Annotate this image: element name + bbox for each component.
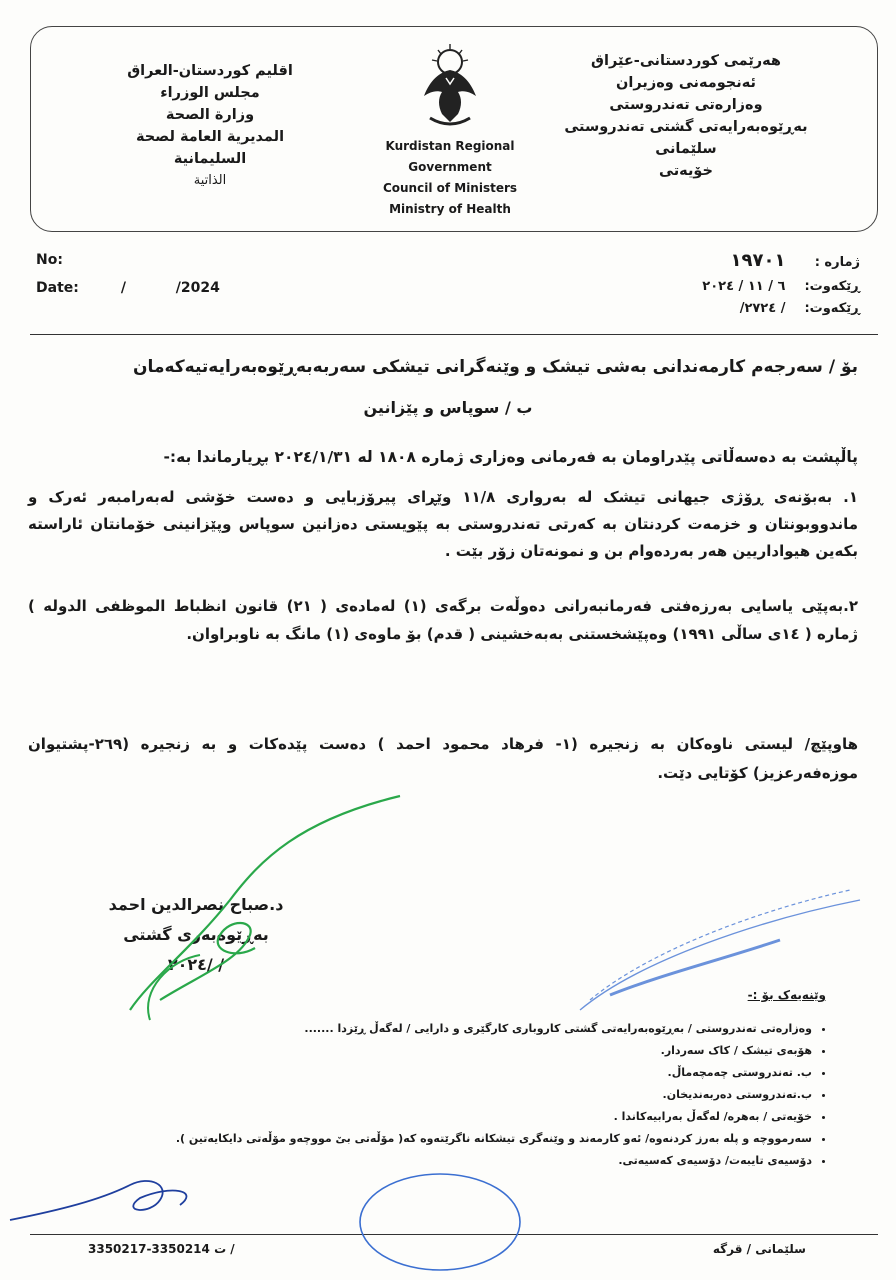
signer-title: بەڕێوەبەری گشتی	[123, 925, 269, 944]
arabic-line: المديرية العامة لصحة	[135, 129, 285, 145]
date-year: /2024	[175, 280, 220, 296]
signer-date: / /٢٠٢٤	[167, 955, 225, 974]
cc-list	[152, 1018, 830, 1172]
arabic-line: السليمانية	[173, 151, 247, 167]
list-item: • وەزارەتی تەندروستی / بەڕێوەبەرایەتی گشتی کاروباری کارگێری و دارایی / لەگەڵ ڕێزدا .......	[152, 1018, 812, 1040]
kurdish-line: وەزارەتی تەندروستی	[609, 97, 763, 113]
english-line: Government	[408, 160, 492, 174]
list-item: • ب. تەندروستی چەمچەماڵ.	[152, 1062, 812, 1084]
english-line: Kurdistan Regional	[385, 139, 515, 153]
subject-sub: ب / سوپاس و پێزانین	[363, 398, 533, 417]
list-item: • خۆیەتی / بەهرە/ لەگەڵ بەرابیەکاندا .	[152, 1106, 812, 1128]
number-label: ژمارە :	[814, 255, 860, 270]
subject-line: بۆ / سەرجەم کارمەندانی بەشی تیشک و وێنەگرانی تیشکی سەربەبەڕێوەبەرایەتیەکەمان	[133, 357, 858, 377]
date-row	[36, 274, 220, 302]
date-label: Date:	[36, 280, 79, 296]
english-letterhead	[370, 136, 530, 220]
footer-address: سلێمانی / قرگە	[712, 1242, 806, 1256]
list-item: • ب.تەندروستی دەربەندیخان.	[152, 1084, 812, 1106]
footer-divider	[30, 1234, 878, 1235]
number-value: ١٩٧٠١	[730, 250, 786, 271]
meta-english	[36, 246, 220, 302]
kurdish-line: هەرێمی کوردستانی-عێراق	[591, 53, 781, 69]
list-item: • دۆسیەی تایبەت/ دۆسیەی کەسیەتی.	[152, 1150, 812, 1172]
date-ku-value: ٦ / ١١ / ٢٠٢٤	[702, 279, 786, 294]
phone-label: ت /	[214, 1242, 235, 1256]
footer-phone	[88, 1242, 235, 1256]
arabic-line: وزارة الصحة	[165, 107, 255, 123]
english-line: Ministry of Health	[389, 202, 511, 216]
attachment-note: هاوپێچ/ لیستی ناوەکان بە زنجیرە (١- فرهاد محمود احمد ) دەست پێدەکات و بە زنجیرە (٢٦٩-پشتیوان موزەفەرعزیز) کۆتایی دێت.	[28, 735, 859, 782]
date-ku-label: ڕێکەوت:	[804, 279, 860, 294]
emblem-block	[370, 40, 530, 220]
phone-number: 3350217-3350214	[88, 1242, 210, 1256]
meta-kurdish	[620, 248, 860, 320]
kurdish-letterhead	[546, 50, 826, 182]
signature-block	[56, 890, 336, 980]
dark-blue-signature-icon	[10, 1181, 186, 1220]
arabic-line: اقليم كوردستان-العراق	[127, 63, 293, 79]
arabic-letterhead	[90, 60, 330, 192]
english-line: Council of Ministers	[382, 181, 518, 195]
signer-name: د.صباح نصرالدين احمد	[108, 895, 284, 914]
kurdish-line: بەڕێوەبەرایەتی گشتی تەندروستی	[564, 119, 808, 135]
kurdish-line: سلێمانی	[655, 141, 717, 157]
arabic-line: الذاتية	[193, 173, 227, 188]
kurdish-line: خۆیەتی	[659, 163, 713, 179]
date2-value: / ٢٧٢٤/	[739, 301, 786, 316]
kurdistan-emblem-icon	[400, 40, 500, 132]
no-label: No:	[36, 252, 63, 268]
paragraph-1: ١. بەبۆنەی ڕۆژی جیهانی تیشک لە بەرواری ١١/٨ وێڕای پیرۆزبایی و دەست خۆشی لەبەرامبەر ئەرک و ماندووبونتان و خزمەت کردنتان بە کەرتی تەندروستی بە پێویستی دەزانین سوپاس وپێزانینی خۆمانتان ئاراستە بکەین هیواداریین هەر بەردەوام بن و نمونەتان زۆر بێت .	[28, 488, 859, 560]
kurdish-line: ئەنجومەنی وەزیران	[616, 75, 756, 91]
date-slash: /	[120, 280, 126, 296]
list-item: • سەرمووچە و پلە بەرز کردنەوە/ ئەو کارمەند و وێنەگری تیشکانە ناگرێتەوە کە( مۆڵەتی بێ مووچەو مۆڵەتی دایکایەتین ).	[152, 1128, 812, 1150]
header-divider	[30, 334, 878, 335]
cc-title: وێنەیەک بۆ :-	[747, 988, 826, 1002]
intro-paragraph: پاڵپشت بە دەسەڵاتی پێدراومان بە فەرمانی وەزاری ژمارە ١٨٠٨ لە ٢٠٢٤/١/٣١ بڕیارماندا بە:-	[163, 448, 858, 466]
arabic-line: مجلس الوزراء	[160, 85, 260, 101]
paragraph-2: ٢.بەپێی یاسایی بەرزەفتی فەرمانبەرانی دەوڵەت برگەی (١) لەمادەی ( ٢١) قانون انظباط الموظفی الدوله ) ژمارە ( ١٤ی ساڵی ١٩٩١) وەپێشخستنی بەبەخشینی ( قدم) بۆ ماوەی (١) مانگ بە ناوبراوان.	[28, 597, 858, 643]
date2-label: ڕێکەوت:	[804, 301, 860, 316]
list-item: • هۆبەی تیشک / کاک سەردار.	[152, 1040, 812, 1062]
blue-stamp-circle-icon	[360, 1174, 520, 1270]
